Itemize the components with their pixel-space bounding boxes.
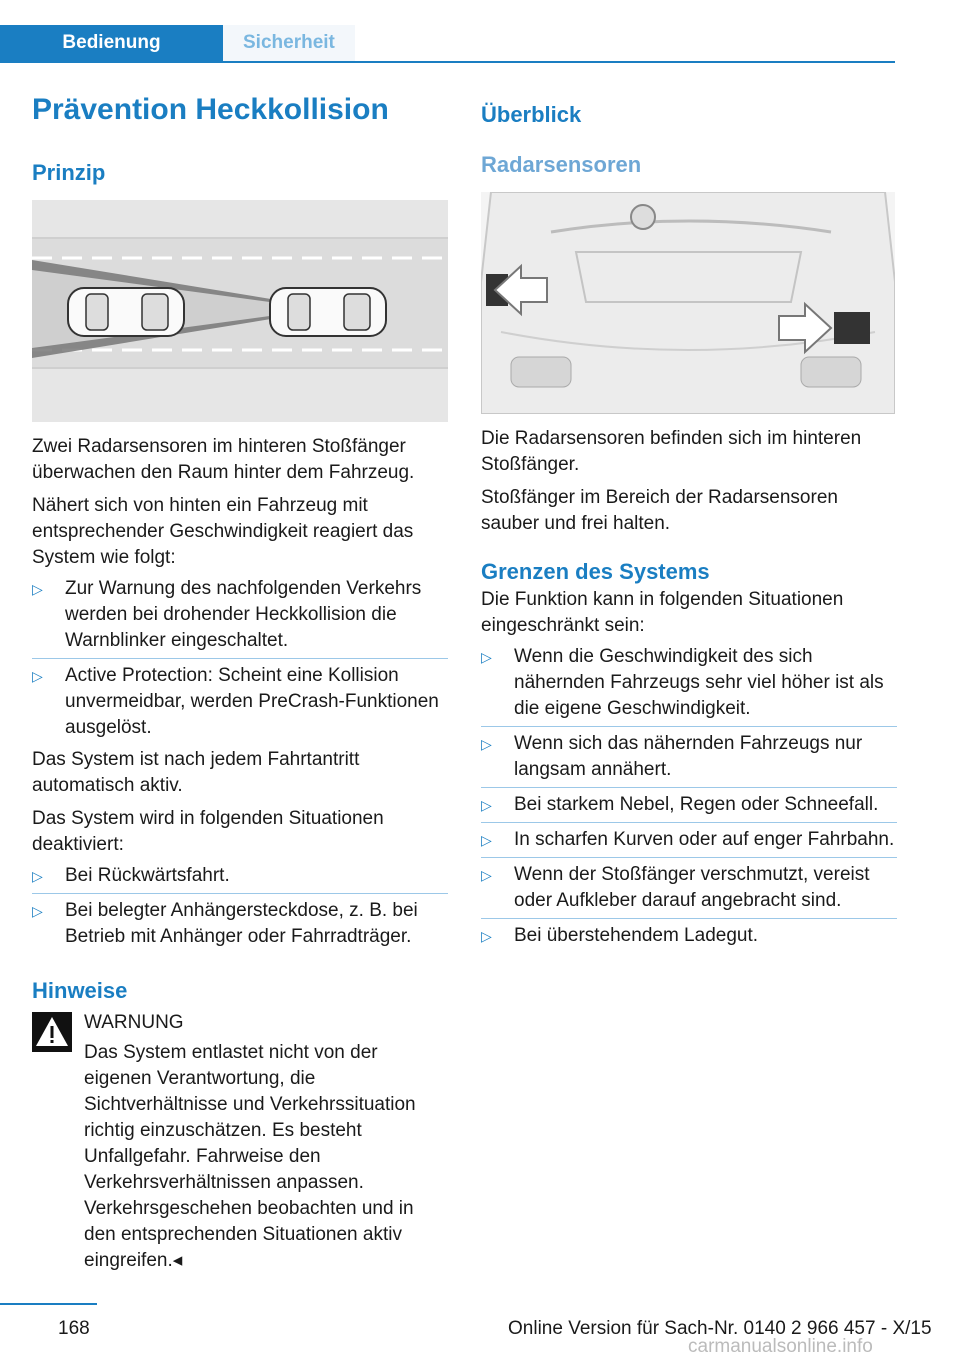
triangle-right-icon: ▷ [481,928,492,944]
paragraph-deactivated: Das System wird in folgenden Situationen deaktiviert: [32,808,384,855]
triangle-right-icon: ▷ [32,903,43,919]
triangle-right-icon: ▷ [481,736,492,752]
limits-list [481,644,897,949]
paragraph-auto-active: Das System ist nach jedem Fahrtantritt automatisch aktiv. [32,749,360,796]
warning-text: Das System entlastet nicht von der eigenen Verantwortung, die Sichtverhältnisse und Verkehrssituation richtig einzuschätzen. Es besteht Unfallgefahr. Fahrweise den Verkehrsverhältnissen anpassen. Verkehrsgeschehen beobachten und in den entsprechenden Situationen aktiv eingreifen.◂ [84,1042,416,1271]
triangle-right-icon: ▷ [32,668,43,684]
list-item: ▷ Bei überstehendem Ladegut. [481,918,897,949]
list-item: ▷ Zur Warnung des nachfolgenden Verkehrs werden bei drohender Heckkollision die Warnblinker eingeschaltet. [32,578,422,651]
list-item: ▷ Active Protection: Scheint eine Kollision unvermeidbar, werden PreCrash-Funktionen ausgelöst. [32,658,448,741]
triangle-right-icon: ▷ [32,868,43,884]
list-item: ▷ Bei belegter Anhängersteckdose, z. B. bei Betrieb mit Anhänger oder Fahrradträger. [32,893,448,950]
list-item: ▷ Wenn der Stoßfänger verschmutzt, vereist oder Aufkleber darauf angebracht sind. [481,857,897,914]
warning-label: WARNUNG [84,1012,184,1033]
triangle-right-icon: ▷ [481,867,492,883]
heading-hinweise: Hinweise [32,978,128,1003]
list-item: ▷ Wenn sich das nähernden Fahrzeugs nur langsam annähert. [481,726,897,783]
rear-bumper-illustration [481,192,895,414]
heading-prinzip: Prinzip [32,160,106,185]
deactivation-list [32,863,448,950]
tab-bedienung[interactable]: Bedienung [0,25,223,61]
heading-ueberblick: Überblick [481,102,582,127]
section-tab-bar [0,25,895,63]
watermark: carmanualsonline.info [688,1336,873,1357]
footer-version: Online Version für Sach-Nr. 0140 2 966 457 - X/15 [508,1318,932,1339]
page-number: 168 [58,1318,90,1339]
footer-rule [0,1303,97,1305]
warning-triangle-icon [32,1012,72,1052]
warning-block [32,1010,448,1274]
triangle-right-icon: ▷ [481,797,492,813]
list-item: ▷ In scharfen Kurven oder auf enger Fahrbahn. [481,822,897,853]
paragraph-location: Die Radarsensoren befinden sich im hinteren Stoßfänger. [481,428,862,475]
paragraph-approach: Nähert sich von hinten ein Fahrzeug mit entsprechender Geschwindigkeit reagiert das System wie folgt: [32,495,414,568]
list-item: ▷ Wenn die Geschwindigkeit des sich nähernden Fahrzeugs sehr viel höher ist als die eigene Geschwindigkeit. [481,646,884,719]
paragraph-sensors: Zwei Radarsensoren im hinteren Stoßfänger überwachen den Raum hinter dem Fahrzeug. [32,436,415,483]
reaction-list [32,576,448,741]
list-item: ▷ Bei Rückwärtsfahrt. [32,863,448,889]
paragraph-limits: Die Funktion kann in folgenden Situationen eingeschränkt sein: [481,589,844,636]
tab-sicherheit[interactable]: Sicherheit [223,25,355,61]
heading-radarsensoren: Radarsensoren [481,152,642,177]
heading-grenzen: Grenzen des Systems [481,559,710,584]
paragraph-clean: Stoßfänger im Bereich der Radarsensoren sauber und frei halten. [481,487,838,534]
left-column [32,90,448,1274]
triangle-right-icon: ▷ [481,649,492,665]
right-column [481,90,897,949]
radar-principle-illustration [32,200,448,422]
page-title: Prävention Heckkollision [32,93,389,126]
triangle-right-icon: ▷ [481,832,492,848]
list-item: ▷ Bei starkem Nebel, Regen oder Schneefall. [481,787,897,818]
triangle-right-icon: ▷ [32,581,43,597]
